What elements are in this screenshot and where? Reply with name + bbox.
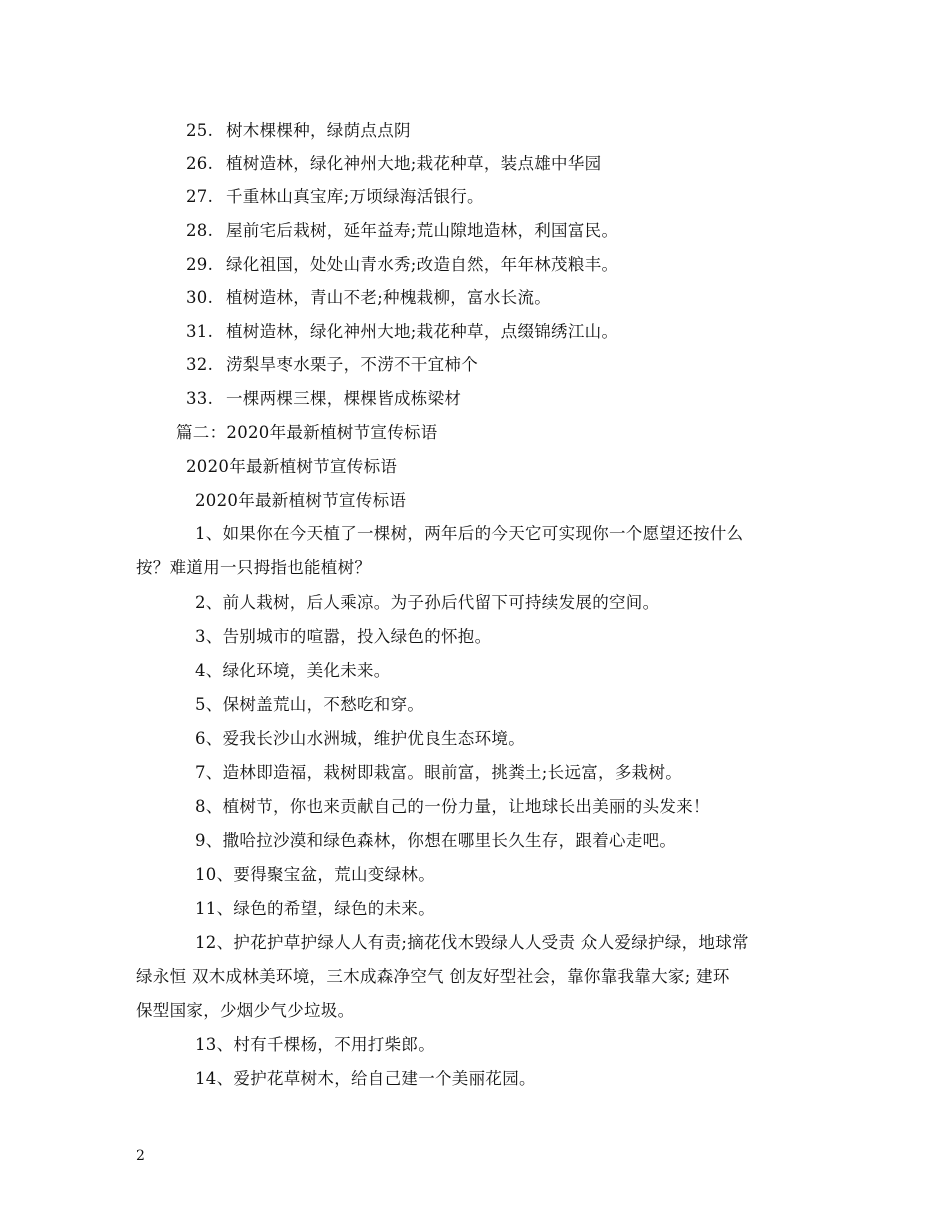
paragraph-line: 10、要得聚宝盆，荒山变绿林。 (195, 865, 435, 884)
list-number: 32. (186, 355, 214, 374)
list-number: 29. (186, 255, 214, 274)
subtitle: 2020年最新植树节宣传标语 (195, 491, 407, 510)
list-number: 33. (186, 389, 214, 408)
list-item (186, 254, 618, 276)
list-text: 绿化祖国，处处山青水秀;改造自然，年年林茂粮丰。 (226, 255, 619, 274)
list-item (186, 153, 601, 175)
list-text: 屋前宅后栽树，延年益寿;荒山隙地造林，利国富民。 (226, 221, 619, 240)
list-item (186, 388, 461, 410)
paragraph-line: 3、告别城市的喧嚣，投入绿色的怀抱。 (195, 627, 492, 646)
list-item (186, 321, 618, 343)
subtitle: 2020年最新植树节宣传标语 (186, 457, 398, 476)
list-text: 树木棵棵种，绿荫点点阴 (226, 121, 411, 140)
paragraph-line: 5、保树盖荒山，不愁吃和穿。 (195, 695, 425, 714)
list-item (186, 220, 618, 242)
paragraph-line: 保型国家，少烟少气少垃圾。 (136, 1001, 355, 1020)
list-number: 30. (186, 288, 214, 307)
list-item (186, 186, 484, 208)
list-number: 28. (186, 221, 214, 240)
paragraph-line: 按？难道用一只拇指也能植树？ (136, 558, 372, 577)
list-item (186, 120, 411, 142)
paragraph-line: 11、绿色的希望，绿色的未来。 (195, 899, 435, 918)
list-text: 植树造林，青山不老;种槐栽柳，富水长流。 (226, 288, 552, 307)
paragraph-line: 1、如果你在今天植了一棵树，两年后的今天它可实现你一个愿望还按什么 (195, 524, 744, 543)
paragraph-line: 绿永恒 双木成林美环境，三木成森净空气 创友好型社会，靠你靠我靠大家; 建环 (136, 967, 730, 986)
list-text: 植树造林，绿化神州大地;栽花种草，装点雄中华园 (226, 154, 602, 173)
list-number: 27. (186, 187, 214, 206)
list-text: 千重林山真宝库;万顷绿海活银行。 (226, 187, 484, 206)
list-item (186, 287, 551, 309)
list-text: 一棵两棵三棵，棵棵皆成栋梁材 (226, 389, 462, 408)
paragraph-line: 13、村有千棵杨，不用打柴郎。 (195, 1035, 435, 1054)
page-number: 2 (136, 1148, 145, 1164)
section-heading: 篇二：2020年最新植树节宣传标语 (176, 423, 438, 442)
list-number: 25. (186, 121, 214, 140)
list-item (186, 354, 478, 376)
paragraph-line: 6、爱我长沙山水洲城，维护优良生态环境。 (195, 729, 525, 748)
paragraph-line: 12、护花护草护绿人人有责;摘花伐木毁绿人人受责 众人爱绿护绿，地球常 (195, 933, 749, 952)
paragraph-line: 9、撒哈拉沙漠和绿色森林，你想在哪里长久生存，跟着心走吧。 (195, 831, 677, 850)
list-text: 植树造林，绿化神州大地;栽花种草，点缀锦绣江山。 (226, 322, 619, 341)
list-number: 26. (186, 154, 214, 173)
paragraph-line: 4、绿化环境，美化未来。 (195, 661, 391, 680)
list-number: 31. (186, 322, 214, 341)
paragraph-line: 7、造林即造福，栽树即栽富。眼前富，挑粪土;长远富，多栽树。 (195, 763, 683, 782)
paragraph-line: 8、植树节，你也来贡献自己的一份力量，让地球长出美丽的头发来！ (195, 797, 710, 816)
list-text: 涝梨旱枣水栗子，不涝不干宜柿个 (226, 355, 478, 374)
paragraph-line: 14、爱护花草树木，给自己建一个美丽花园。 (195, 1069, 536, 1088)
paragraph-line: 2、前人栽树，后人乘凉。为子孙后代留下可持续发展的空间。 (195, 593, 660, 612)
